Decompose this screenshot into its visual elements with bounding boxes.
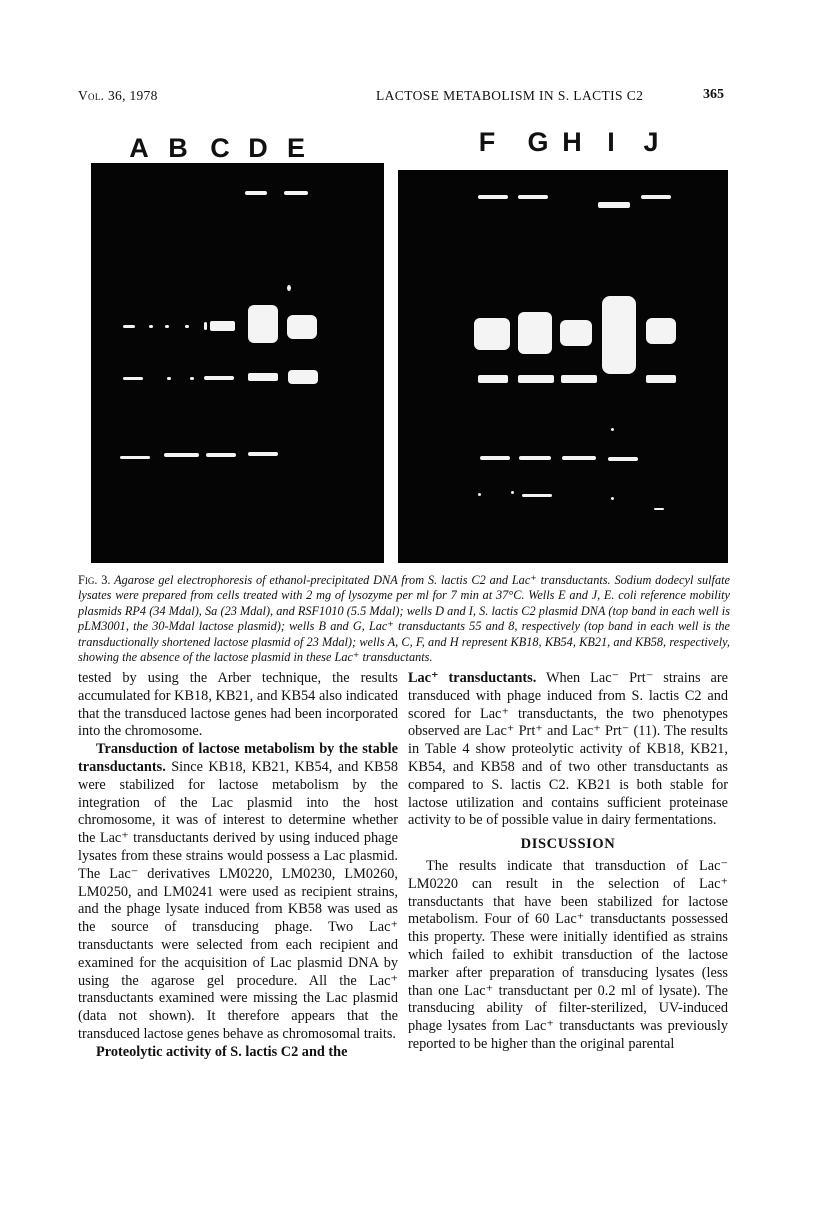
gel-band — [284, 191, 308, 195]
left-column — [78, 670, 398, 1062]
lane-label-c: C — [210, 133, 230, 163]
paragraph-text: Since KB18, KB21, KB54, and KB58 were stabilized for lactose metabolism by the integration of the Lac plasmid into the host chromosome, it was of interest to determine whether the Lac⁺ transductants derived by using induced phage lysates from these strains would possess a Lac plasmid. The Lac⁻ derivatives LM0220, LM0230, LM0260, LM0250, and LM0241 were used as recipient strains, and the phage lysate induced from KB58 was used as the source of transducing phage. Two Lac⁺ transductants were selected from each recipient and examined for the acquisition of Lac plasmid DNA by using the agarose gel procedure. All the Lac⁺ transductants examined were missing the Lac plasmid (data not shown). It therefore appears that the transduced lactose genes behave as chromosomal traits. — [78, 758, 398, 1042]
running-header — [0, 88, 816, 108]
gel-band — [204, 322, 207, 330]
lane-label-d: D — [248, 133, 268, 163]
page-number: 365 — [703, 87, 724, 102]
paragraph — [408, 670, 728, 830]
lane-label-g: G — [527, 127, 549, 157]
gel-band — [602, 296, 636, 374]
section-heading: Transduction of lactose metabolism by the stable transductants. — [78, 741, 398, 775]
gel-band — [608, 457, 638, 461]
paragraph — [78, 1044, 398, 1062]
paragraph-text: When Lac⁻ Prt⁻ strains are transduced with phage induced from S. lactis C2 and scored for Lac⁺ transductants, the two phenotypes observed are Lac⁺ Prt⁺ and Lac⁺ Prt⁻ (11). The results in Table 4 show proteolytic activity of KB18, KB21, KB54, and KB58 and of two other transductants as compared to S. lactis C2. KB21 is both stable for lactose utilization and contains sufficient proteinase activity to be of possible value in dairy fermentations. — [408, 670, 728, 829]
gel-band — [598, 202, 630, 208]
lane-label-b: B — [168, 133, 188, 163]
lane-label-j: J — [643, 127, 659, 157]
gel-band — [210, 321, 235, 331]
gel-band — [245, 191, 267, 195]
gel-band — [518, 312, 552, 354]
lane-label-i: I — [607, 127, 615, 157]
gel-band — [248, 305, 278, 343]
gel-band — [641, 195, 671, 199]
gel-band — [204, 376, 234, 380]
gel-band — [167, 377, 171, 380]
gel-spot — [511, 491, 514, 494]
discussion-heading: DISCUSSION — [520, 836, 616, 853]
gel-spot — [478, 493, 481, 496]
gel-band — [562, 456, 596, 460]
lane-label-f: F — [478, 127, 496, 157]
gel-band — [646, 318, 676, 344]
gel-image-right — [398, 170, 728, 563]
gel-spot — [611, 497, 614, 500]
gel-band — [120, 456, 150, 459]
gel-spot — [611, 428, 614, 431]
right-column — [408, 670, 728, 1054]
gel-band — [518, 195, 548, 199]
gel-band — [149, 325, 153, 328]
gel-band — [190, 377, 194, 380]
gel-band — [164, 453, 199, 457]
gel-band — [561, 375, 597, 383]
gel-band — [654, 508, 664, 510]
lane-label-e: E — [286, 133, 305, 163]
gel-image-left — [91, 163, 384, 563]
figure-caption — [78, 573, 730, 665]
gel-band — [206, 453, 236, 457]
gel-band — [478, 375, 508, 383]
section-heading: Proteolytic activity of S. lactis C2 and the — [96, 1043, 348, 1060]
gel-band — [248, 373, 278, 381]
figure-caption-text: Agarose gel electrophoresis of ethanol-precipitated DNA from S. lactis C2 and Lac⁺ transductants. Sodium dodecyl sulfate lysates were prepared from cells treated with 2 mg of lysozyme per ml for 7 min at 37°C. Wells E and J, E. coli reference mobility plasmids RP4 (34 Mdal), Sa (23 Mdal), and RSF1010 (5.5 Mdal); wells D and I, S. lactis C2 plasmid DNA (top band in each well is pLM3001, the 30-Mdal lactose plasmid); wells B and G, Lac⁺ transductants 55 and 8, respectively (top band in each well is the transductionally shortened lactose plasmid of 23 Mdal); wells A, C, F, and H represent KB18, KB54, KB21, and KB58, respectively, showing the absence of the lactose plasmid in these Lac⁺ transductants. — [78, 573, 730, 665]
gel-band — [519, 456, 551, 460]
gel-band — [185, 325, 189, 328]
volume-label: Vol. 36, 1978 — [78, 88, 158, 103]
gel-spot — [287, 285, 291, 291]
gel-band — [518, 375, 554, 383]
gel-band — [123, 325, 135, 328]
lane-label-h: H — [562, 127, 582, 157]
gel-band — [474, 318, 510, 350]
paragraph: tested by using the Arber technique, the results accumulated for KB18, KB21, and KB54 also indicated that the transduced lactose genes had been incorporated into the chromosome. — [78, 670, 398, 740]
running-title: LACTOSE METABOLISM IN S. LACTIS C2 — [376, 88, 644, 103]
gel-band — [165, 325, 169, 328]
gel-band — [123, 377, 143, 380]
gel-band — [522, 494, 552, 497]
gel-band — [480, 456, 510, 460]
gel-band — [560, 320, 592, 346]
paragraph: The results indicate that transduction of Lac⁻ LM0220 can result in the selection of Lac⁺ transductants that have been stabilized for lactose metabolism. Four of 60 Lac⁺ transductants possessed this property. These were initially identified as strains which failed to exhibit transduction of the lactose marker after preparation of transducing lysates (less than one Lac⁺ transductant per 0.2 ml of lysate). The transducing ability of filter-sterilized, UV-induced phage lysates from Lac⁺ transductants was previously reported to be higher than the original parental — [408, 857, 728, 1052]
gel-band — [248, 452, 278, 456]
lane-label-a: A — [129, 133, 149, 163]
gel-band — [288, 370, 318, 384]
section-heading: Lac⁺ transductants. — [408, 670, 537, 686]
gel-band — [646, 375, 676, 383]
gel-band — [287, 315, 317, 339]
paragraph — [78, 741, 398, 1044]
figure-label: Fig. 3. — [78, 573, 111, 587]
gel-band — [478, 195, 508, 199]
